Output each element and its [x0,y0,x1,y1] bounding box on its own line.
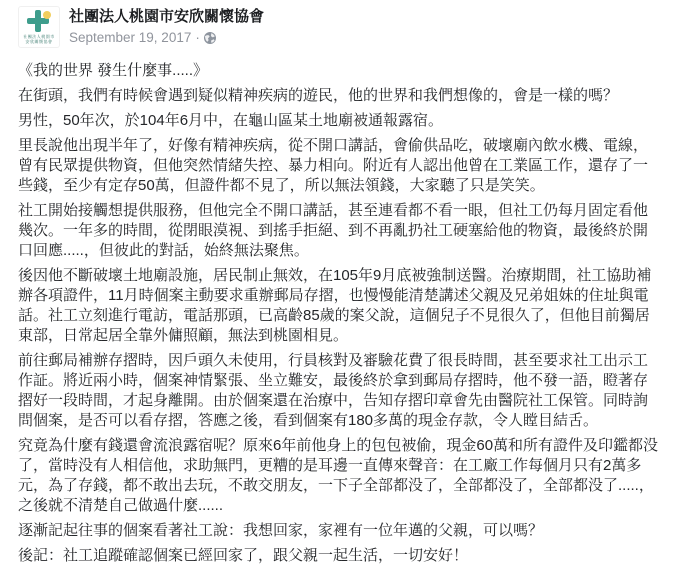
globe-icon [204,32,216,44]
post-paragraph: 前往郵局補辦存摺時，因戶頭久未使用，行員核對及審驗花費了很長時間，甚至要求社工出示工作証。將近兩小時，個案神情緊張、坐立難安，最後終於拿到郵局存摺時，他不發一語，瞪著存摺好一段時間，才起身離開。由於個案還在治療中，告知存摺印章會先由醫院社工保管。同時詢問個案，是否可以看存摺，答應之後，看到個案有180多萬的現金存款，令人瞠目結舌。 [18,352,649,429]
post-body [18,61,661,564]
avatar-logo-text [19,34,59,44]
header-meta [69,6,264,46]
date-row [69,29,264,46]
post-paragraph: 逐漸記起往事的個案看著社工說：我想回家，家裡有一位年邁的父親，可以嗎？ [18,522,544,539]
avatar[interactable] [18,6,60,48]
post-paragraph: 社工開始接觸想提供服務，但他完全不開口講話，甚至連看都不看一眼，但社工仍每月固定看他幾次。一年多的時間，從閉眼漠視、到搖手拒絕、到不再亂扔社工硬塞給他的物資，最後終於開口回應.....，但彼此的對話，始終無法聚焦。 [18,202,649,259]
post-paragraph: 在街頭，我們有時候會遇到疑似精神疾病的遊民，他的世界和我們想像的，會是一樣的嗎？ [18,87,619,104]
post-paragraph: 後因他不斷破壞土地廟設施，居民制止無效，在105年9月底被強制送醫。治療期間，社工協助補辦各項證件，11月時個案主動要求重辦郵局存摺，也慢慢能清楚講述父親及兄弟姐妹的住址與電話。社工立刻進行電訪，電話那頭，已高齡85歲的案父說，這個兒子不見很久了，但他目前獨居東部，日常起居全靠外傭照顧，無法到桃園相見。 [18,267,652,344]
author-name[interactable]: 社團法人桃園市安欣關懷協會 [69,8,265,25]
post-date[interactable]: September 19, 2017 [69,30,192,45]
post-paragraph: 究竟為什麼有錢還會流浪露宿呢？原來6年前他身上的包包被偷，現金60萬和所有證件及印鑑都没了，當時没有人相信他，求助無門，更糟的是耳邊一直傳來聲音：在工廠工作每個月只有2萬多元，為了存錢，都不敢出去玩，不敢交朋友，一下子全部都没了，全部都没了，全部都没了.....，之後就不清楚自己做過什麼...... [18,437,659,514]
sun-icon [43,11,51,19]
post-paragraph: 後記：社工追蹤確認個案已經回家了，跟父親一起生活，一切安好！ [18,547,469,564]
date-separator: · [195,30,200,45]
post-paragraph: 里長說他出現半年了，好像有精神疾病，從不開口講話，會偷供品吃，破壞廟內飲水機、電線，曾有民眾提供物資，但他突然情緒失控、暴力相向。附近有人認出他曾在工業區工作，還存了一些錢，至少有定存50萬，但證件都不見了，所以無法領錢，大家聽了只是笑笑。 [18,137,649,194]
post-paragraph: 男性，50年次，於104年6月中，在龜山區某土地廟被通報露宿。 [18,112,444,129]
avatar-logo-text-line2: 安欣關懷協會 [25,39,53,44]
post-header [18,6,661,48]
post-paragraph: 《我的世界 發生什麼事.....》 [18,62,209,79]
avatar-logo-text-line1: 社團法人桃園市 [23,34,55,39]
